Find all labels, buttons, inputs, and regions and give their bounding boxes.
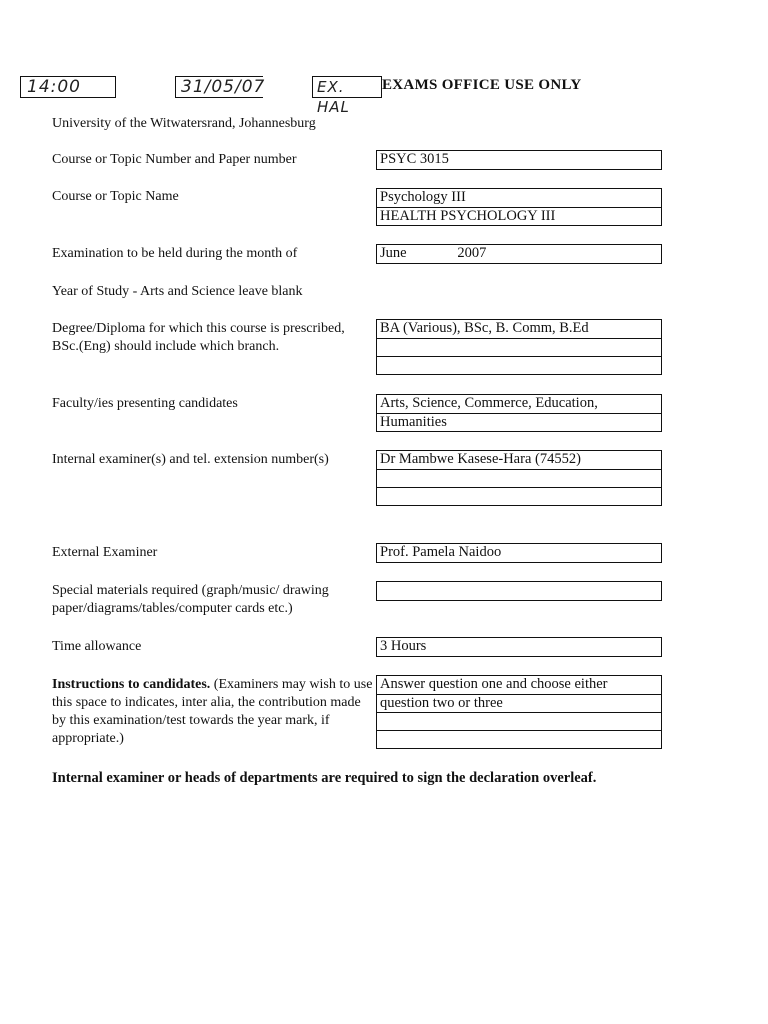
exams-office-use-only: EXAMS OFFICE USE ONLY — [382, 77, 582, 93]
label-exam-month: Examination to be held during the month of — [52, 246, 298, 261]
label-faculties: Faculty/ies presenting candidates — [52, 396, 238, 411]
label-year-of-study: Year of Study - Arts and Science leave blank — [52, 284, 303, 299]
internal-examiner-value-3 — [376, 488, 662, 506]
course-name-value-1: Psychology III — [376, 188, 662, 208]
label-course-number: Course or Topic Number and Paper number — [52, 152, 297, 167]
instructions-value-1: Answer question one and choose either — [376, 675, 662, 695]
declaration-note: Internal examiner or heads of departments are required to sign the declaration overleaf. — [52, 770, 597, 786]
external-examiner-value: Prof. Pamela Naidoo — [376, 543, 662, 563]
venue-box — [312, 76, 382, 116]
degree-value-3 — [376, 357, 662, 375]
label-degree-diploma: Degree/Diploma for which this course is prescribed, BSc.(Eng) should include which branch. — [52, 321, 345, 354]
internal-examiner-value-1: Dr Mambwe Kasese-Hara (74552) — [376, 450, 662, 470]
instructions-value-4 — [376, 731, 662, 749]
instructions-heading: Instructions to candidates. — [52, 677, 211, 692]
label-internal-examiner: Internal examiner(s) and tel. extension number(s) — [52, 452, 329, 467]
internal-examiner-box — [376, 450, 662, 506]
exam-month-box — [376, 244, 662, 264]
faculties-value-1: Arts, Science, Commerce, Education, — [376, 394, 662, 414]
special-materials-value — [376, 581, 662, 601]
university-name: University of the Witwatersrand, Johannesburg — [52, 116, 316, 131]
course-number-value: PSYC 3015 — [376, 150, 662, 170]
external-examiner-box — [376, 543, 662, 563]
exam-time: 14:00 — [27, 77, 81, 97]
faculties-value-2: Humanities — [376, 414, 662, 432]
instructions-value-3 — [376, 713, 662, 731]
course-name-value-2: HEALTH PSYCHOLOGY III — [376, 208, 662, 226]
degree-box — [376, 319, 662, 375]
internal-examiner-value-2 — [376, 470, 662, 488]
instructions-box — [376, 675, 662, 749]
time-box — [20, 76, 116, 98]
label-time-allowance: Time allowance — [52, 639, 142, 654]
exam-venue: EX. HAL — [317, 78, 350, 116]
time-allowance-value: 3 Hours — [376, 637, 662, 657]
course-name-box — [376, 188, 662, 226]
time-allowance-box — [376, 637, 662, 657]
label-course-name: Course or Topic Name — [52, 189, 179, 204]
label-external-examiner: External Examiner — [52, 545, 158, 560]
faculties-box — [376, 394, 662, 432]
exam-date: 31/05/07 — [181, 77, 266, 97]
special-materials-box — [376, 581, 662, 601]
instructions-value-2: question two or three — [376, 695, 662, 713]
label-instructions — [52, 676, 374, 748]
degree-value-2 — [376, 339, 662, 357]
label-special-materials: Special materials required (graph/music/ drawing paper/diagrams/tables/computer cards etc.) — [52, 583, 329, 616]
degree-value-1: BA (Various), BSc, B. Comm, B.Ed — [376, 319, 662, 339]
course-number-box — [376, 150, 662, 170]
instructions-note: (Examiners may wish to use this space to indicates, inter alia, the contribution made by this examination/test towards the year mark, if appropriate.) — [52, 677, 373, 746]
exam-month-value: June 2007 — [376, 244, 662, 264]
